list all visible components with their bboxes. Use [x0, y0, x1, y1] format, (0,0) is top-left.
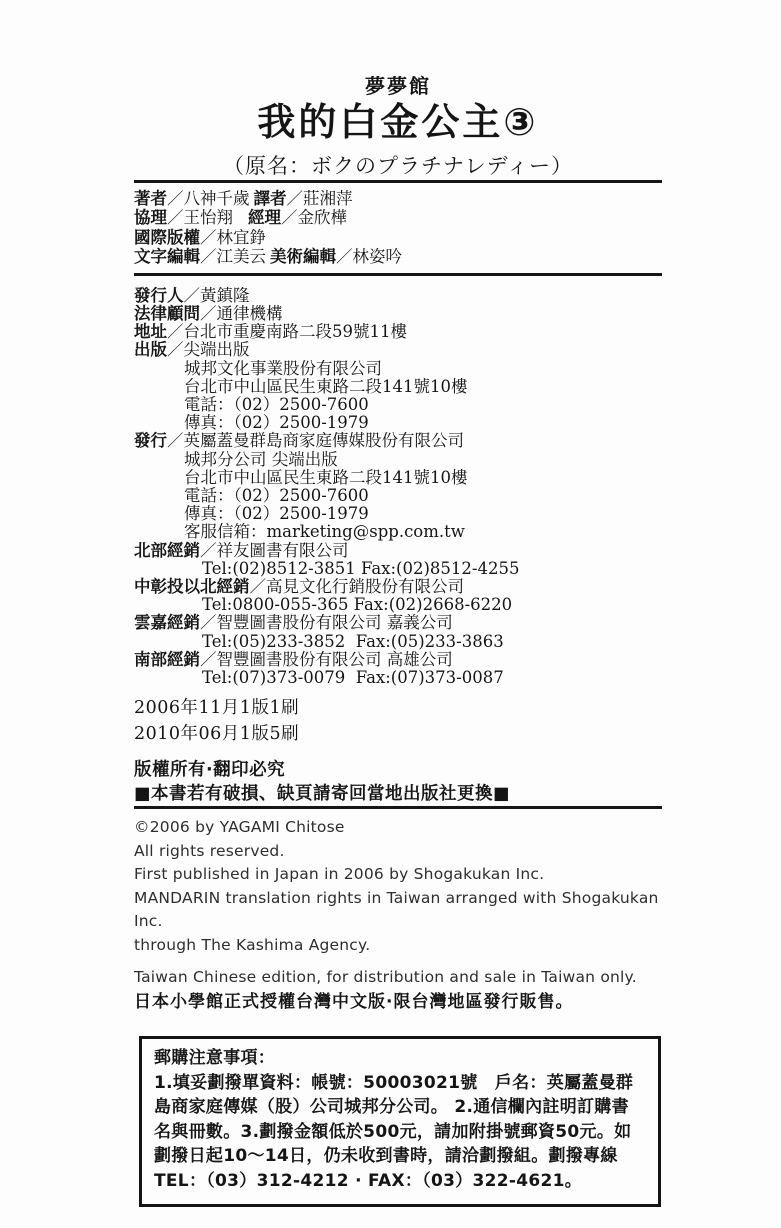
field-value: 智豐圖書股份有限公司 嘉義公司 — [216, 613, 453, 633]
credit-associate — [134, 208, 244, 228]
credit-label: 文字編輯 — [134, 247, 200, 267]
credit-label: 經理 — [248, 208, 281, 228]
field-label: 發行 — [134, 431, 167, 451]
credit-label: 譯者 — [253, 188, 287, 208]
publisher-address: 台北市中山區民生東路二段141號10樓 — [184, 376, 468, 396]
service-email: 客服信箱：marketing@spp.com.tw — [184, 522, 465, 542]
issuer-fax: 傳真：（02）2500-1979 — [184, 504, 369, 524]
distributor-north-tel: Tel:(02)8512-3851 Fax:(02)8512-4255 — [202, 558, 520, 578]
taiwan-edition — [134, 966, 662, 1016]
first-printing: 2006年11月1版1刷 — [134, 698, 300, 719]
separator: ／ — [167, 188, 184, 208]
credit-art-editor — [270, 247, 402, 267]
field-value: 尖端出版 — [183, 340, 250, 360]
copyright-line: First published in Japan in 2006 by Shogakukan Inc. — [134, 865, 545, 884]
credit-translator — [254, 189, 353, 209]
printing-dates — [134, 695, 662, 747]
issuer-branch: 城邦分公司 尖端出版 — [184, 449, 338, 469]
field-label: 北部經銷 — [134, 540, 200, 560]
field-label: 中彰投以北經銷 — [134, 576, 250, 596]
credit-intl-rights — [134, 228, 266, 248]
mail-order-title: 郵購注意事項： — [154, 1048, 276, 1069]
current-printing: 2010年06月1版5刷 — [134, 724, 300, 745]
separator: ／ — [281, 208, 298, 228]
credits-row — [134, 189, 662, 209]
field-label: 出版 — [134, 340, 167, 360]
credits-row — [134, 247, 662, 267]
field-label: 雲嘉經銷 — [134, 613, 200, 633]
english-copyright — [134, 816, 662, 957]
separator: ／ — [167, 431, 184, 451]
credit-label: 著者 — [134, 188, 167, 208]
issuer-address: 台北市中山區民生東路二段141號10樓 — [184, 467, 468, 487]
all-rights-line: 版權所有·翻印必究 — [134, 760, 286, 781]
credit-value: 莊湘萍 — [303, 188, 353, 208]
field-value: 台北市重慶南路二段59號11樓 — [183, 322, 407, 342]
address-line — [134, 323, 662, 341]
publisher-fax: 傳真：（02）2500-1979 — [184, 413, 369, 433]
field-value: 通律機構 — [216, 303, 283, 323]
separator: ／ — [200, 247, 217, 267]
field-label: 地址 — [134, 322, 167, 342]
mail-order-box — [139, 1036, 661, 1207]
credit-label: 美術編輯 — [270, 247, 336, 267]
divider — [134, 273, 662, 276]
book-title: 我的白金公主③ — [257, 100, 539, 144]
distributor-south — [134, 651, 662, 669]
publisher-line — [134, 341, 662, 359]
separator: ／ — [249, 576, 266, 596]
copyright-line: MANDARIN translation rights in Taiwan arranged with Shogakukan Inc. — [134, 888, 659, 931]
credit-text-editor — [134, 247, 266, 267]
separator: ／ — [167, 322, 184, 342]
field-value: 高見文化行銷股份有限公司 — [266, 576, 464, 596]
credits-row — [134, 228, 662, 248]
credit-value: 王怡翔 — [183, 208, 233, 228]
copyright-line: All rights reserved. — [134, 841, 285, 860]
colophon-page — [134, 0, 662, 1207]
distributor-yunjia — [134, 614, 662, 632]
credit-value: 金欣樺 — [297, 208, 347, 228]
title-block — [134, 0, 662, 180]
copyright-line: through The Kashima Agency. — [134, 935, 371, 954]
imprint-label: 夢夢館 — [365, 74, 431, 98]
field-value: 英屬蓋曼群島商家庭傳媒股份有限公司 — [183, 431, 464, 451]
issuer-line — [134, 432, 662, 450]
taiwan-edition-zh: 日本小學館正式授權台灣中文版·限台灣地區發行販售。 — [134, 992, 574, 1013]
publisher-phone: 電話：（02）2500-7600 — [184, 394, 369, 414]
separator: ／ — [200, 540, 217, 560]
field-label: 法律顧問 — [134, 303, 200, 323]
separator: ／ — [200, 649, 217, 669]
credit-value: 江美云 — [216, 247, 266, 267]
credit-value: 八神千歲 — [183, 188, 250, 208]
publisher-person — [134, 287, 662, 305]
divider — [134, 806, 662, 809]
legal-advisor — [134, 305, 662, 323]
publishing-section — [134, 287, 662, 687]
separator: ／ — [183, 285, 200, 305]
separator: ／ — [200, 303, 217, 323]
field-value: 智豐圖書股份有限公司 高雄公司 — [216, 649, 453, 669]
issuer-phone: 電話：（02）2500-7600 — [184, 485, 369, 505]
credit-label: 協理 — [134, 208, 167, 228]
distributor-yunjia-tel: Tel:(05)233-3852 Fax:(05)233-3863 — [202, 631, 504, 651]
credits-row — [134, 208, 662, 228]
separator: ／ — [200, 613, 217, 633]
damaged-copy-line: ■本書若有破損、缺頁請寄回當地出版社更換■ — [134, 783, 511, 804]
rights-notice — [134, 759, 662, 806]
copyright-line: ©2006 by YAGAMI Chitose — [134, 818, 345, 837]
distributor-central — [134, 578, 662, 596]
field-label: 南部經銷 — [134, 649, 200, 669]
publisher-company: 城邦文化事業股份有限公司 — [184, 358, 382, 378]
distributor-south-tel: Tel:(07)373-0079 Fax:(07)373-0087 — [202, 667, 504, 687]
field-label: 發行人 — [134, 285, 184, 305]
credits-section — [134, 183, 662, 273]
field-value: 祥友圖書有限公司 — [216, 540, 349, 560]
separator: ／ — [167, 208, 184, 228]
separator: ／ — [200, 227, 217, 247]
credit-manager — [248, 208, 347, 228]
credit-value: 林姿吟 — [352, 247, 402, 267]
distributor-north — [134, 542, 662, 560]
credit-value: 林宜錚 — [216, 227, 266, 247]
separator: ／ — [167, 340, 184, 360]
distributor-central-tel: Tel:0800-055-365 Fax:(02)2668-6220 — [202, 595, 513, 615]
separator: ／ — [286, 188, 303, 208]
field-value: 黃鎮隆 — [200, 285, 250, 305]
separator: ／ — [336, 247, 353, 267]
credit-label: 國際版權 — [134, 227, 200, 247]
taiwan-edition-en: Taiwan Chinese edition, for distribution and sale in Taiwan only. — [134, 968, 637, 987]
mail-order-body: 1.填妥劃撥單資料：帳號：50003021號 戶名：英屬蓋曼群島商家庭傳媒（股）公司城邦分公司。 2.通信欄內註明訂購書名與冊數。3.劃撥金額低於500元，請加附掛號郵資50元。如劃撥日起10～14日，仍未收到書時，請洽劃撥組。劃撥專線TEL：（03）312-4212 · FAX：（03）322-4621。 — [154, 1072, 634, 1191]
credit-author — [134, 189, 250, 209]
original-title: （原名：ボクのプラチナレディー） — [223, 153, 573, 178]
